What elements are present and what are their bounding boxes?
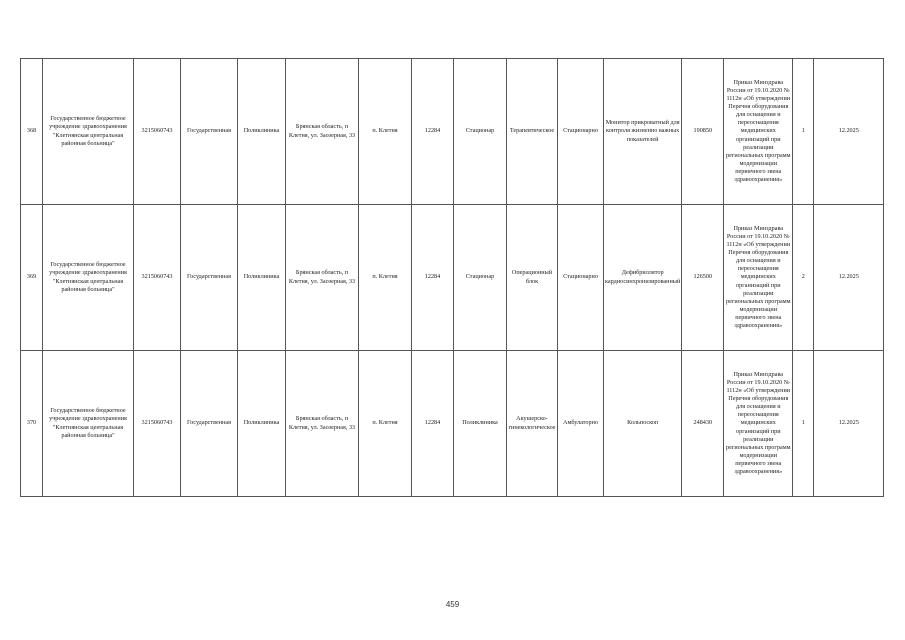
care-kind-cell: Стационарно xyxy=(558,59,604,205)
population-cell: 12284 xyxy=(412,59,454,205)
quantity-cell: 2 xyxy=(793,205,814,351)
delivery-date-cell: 12.2025 xyxy=(814,205,884,351)
legal-basis-cell: Приказ Минздрава России от 19.10.2020 № 1112н «Об утверждении Перечня оборудования для оснащения и переоснащения медицинских организаций при реализации региональных программ модернизации первичного звена здравоохранения» xyxy=(724,351,793,497)
table-row xyxy=(21,59,884,205)
delivery-date-cell: 12.2025 xyxy=(814,59,884,205)
inn-cell: 3215060743 xyxy=(134,205,181,351)
equipment-name-cell: Монитор прикроватный для контроля жизненно важных показателей xyxy=(604,59,682,205)
organization-name-cell: Государственное бюджетное учреждение здравоохранения "Клетнянская центральная районная больница" xyxy=(43,351,134,497)
table-body xyxy=(21,59,884,497)
address-cell: Брянская область, п Клетня, ул. Заозерная, 33 xyxy=(286,59,359,205)
locality-cell: п. Клетня xyxy=(359,205,412,351)
equipment-code-cell: 126500 xyxy=(682,205,724,351)
row-number-cell: 368 xyxy=(21,59,43,205)
organization-name-cell: Государственное бюджетное учреждение здравоохранения "Клетнянская центральная районная больница" xyxy=(43,205,134,351)
facility-type-cell: Поликлиника xyxy=(238,205,286,351)
inn-cell: 3215060743 xyxy=(134,351,181,497)
care-form-cell: Поликлиника xyxy=(454,351,507,497)
locality-cell: п. Клетня xyxy=(359,59,412,205)
locality-cell: п. Клетня xyxy=(359,351,412,497)
facility-type-cell: Поликлиника xyxy=(238,351,286,497)
table-row xyxy=(21,351,884,497)
address-cell: Брянская область, п Клетня, ул. Заозерная, 33 xyxy=(286,351,359,497)
facility-type-cell: Поликлиника xyxy=(238,59,286,205)
ownership-form-cell: Государственная xyxy=(181,205,238,351)
department-cell: Терапевтическое xyxy=(507,59,558,205)
table-row xyxy=(21,205,884,351)
row-number-cell: 370 xyxy=(21,351,43,497)
equipment-name-cell: Дефибриллятор кардиосинхронизированный xyxy=(604,205,682,351)
delivery-date-cell: 12.2025 xyxy=(814,351,884,497)
page-number: 459 xyxy=(445,600,460,609)
equipment-code-cell: 248430 xyxy=(682,351,724,497)
ownership-form-cell: Государственная xyxy=(181,59,238,205)
quantity-cell: 1 xyxy=(793,59,814,205)
department-cell: Акушерско-гинекологическое xyxy=(507,351,558,497)
ownership-form-cell: Государственная xyxy=(181,351,238,497)
care-kind-cell: Амбулаторно xyxy=(558,351,604,497)
population-cell: 12284 xyxy=(412,205,454,351)
department-cell: Операционный блок xyxy=(507,205,558,351)
care-form-cell: Стационар xyxy=(454,59,507,205)
care-kind-cell: Стационарно xyxy=(558,205,604,351)
quantity-cell: 1 xyxy=(793,351,814,497)
equipment-name-cell: Кольпоскоп xyxy=(604,351,682,497)
equipment-registry-table xyxy=(20,58,884,497)
address-cell: Брянская область, п Клетня, ул. Заозерная, 33 xyxy=(286,205,359,351)
organization-name-cell: Государственное бюджетное учреждение здравоохранения "Клетнянская центральная районная больница" xyxy=(43,59,134,205)
equipment-code-cell: 190850 xyxy=(682,59,724,205)
legal-basis-cell: Приказ Минздрава России от 19.10.2020 № 1112н «Об утверждении Перечня оборудования для оснащения и переоснащения медицинских организаций при реализации региональных программ модернизации первичного звена здравоохранения» xyxy=(724,205,793,351)
inn-cell: 3215060743 xyxy=(134,59,181,205)
care-form-cell: Стационар xyxy=(454,205,507,351)
legal-basis-cell: Приказ Минздрава России от 19.10.2020 № 1112н «Об утверждении Перечня оборудования для оснащения и переоснащения медицинских организаций при реализации региональных программ модернизации первичного звена здравоохранения» xyxy=(724,59,793,205)
row-number-cell: 369 xyxy=(21,205,43,351)
population-cell: 12284 xyxy=(412,351,454,497)
